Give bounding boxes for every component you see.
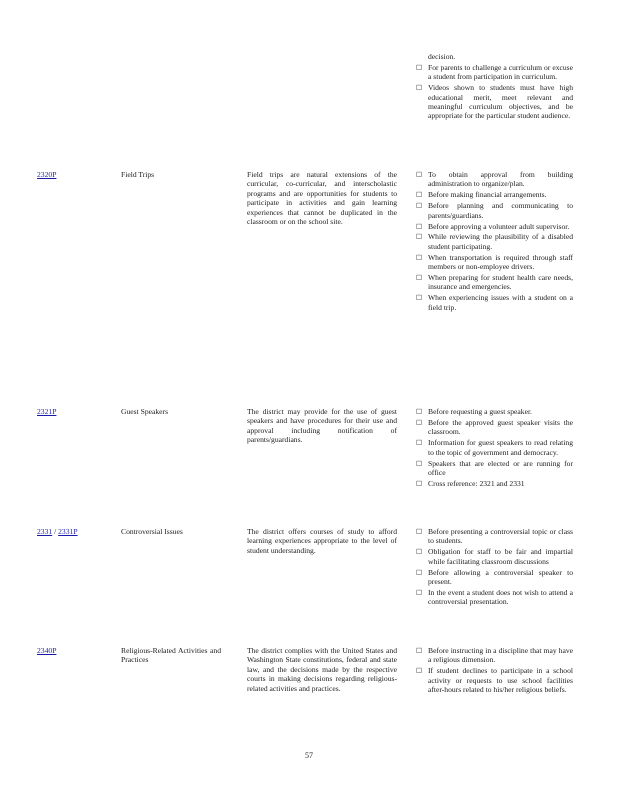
notes-cell (416, 170, 573, 314)
square-bullet-icon: □ (416, 201, 423, 210)
list-item: □ Before the approved guest speaker visits the classroom. (416, 417, 573, 437)
square-bullet-icon: □ (416, 666, 423, 675)
square-bullet-icon: □ (416, 417, 423, 426)
list-item: □ When preparing for student health care needs, insurance and emergencies. (416, 273, 573, 292)
square-bullet-icon: □ (416, 252, 423, 261)
square-bullet-icon: □ (416, 62, 423, 71)
carryover-continuation: decision. (428, 52, 456, 61)
policy-summary-cell: The district complies with the United States and Washington State constitutions, federal and state law, and the decisions made by the respective courts in making decisions regarding religious-related activities and practices. (247, 646, 397, 693)
policy-code-cell (37, 407, 112, 416)
list-item: □ Before requesting a guest speaker. (416, 407, 532, 416)
square-bullet-icon: □ (416, 190, 423, 199)
policy-summary-cell: The district offers courses of study to afford learning experiences appropriate to the level of student understanding. (247, 527, 397, 555)
square-bullet-icon: □ (416, 567, 423, 576)
topic-cell: Controversial Issues (121, 527, 183, 536)
policy-code-cell (37, 646, 112, 655)
square-bullet-icon: □ (416, 438, 423, 447)
policy-summary-cell: Field trips are natural extensions of the curricular, co-curricular, and interscholastic programs and are opportunities for students to participate in activities and gain learning experiences that cannot be duplicated in the classroom or on the school site. (247, 170, 397, 227)
policy-code-link[interactable]: 2320P (37, 170, 57, 179)
square-bullet-icon: □ (416, 527, 423, 535)
notes-cell (416, 407, 573, 490)
list-item: □ Before approving a volunteer adult supervisor. (416, 221, 570, 231)
square-bullet-icon: □ (416, 221, 423, 230)
notes-cell (416, 646, 573, 696)
square-bullet-icon: □ (416, 293, 423, 302)
policy-summary-cell: The district may provide for the use of guest speakers and have procedures for their use and approval including notification of parents/guardians. (247, 407, 397, 445)
list-item: □ When experiencing issues with a student on a field trip. (416, 293, 573, 312)
list-item: □ While reviewing the plausibility of a disabled student participating. (416, 232, 573, 251)
square-bullet-icon: □ (416, 547, 423, 556)
policy-code-link[interactable]: 2331P (58, 527, 78, 536)
list-item: □ Speakers that are elected or are running for office (416, 458, 573, 477)
list-item: □ If student declines to participate in a school activity or requests to use school facilities after-hours related to his/her religious beliefs. (416, 666, 573, 695)
policy-code-link[interactable]: 2321P (37, 407, 57, 416)
list-item: □ When transportation is required through staff members or non-employee drivers. (416, 252, 573, 272)
policy-code-link[interactable]: 2340P (37, 646, 57, 655)
topic-cell: Field Trips (121, 170, 155, 179)
notes-cell (416, 527, 573, 608)
policy-code-link[interactable]: 2331 (37, 527, 53, 536)
square-bullet-icon: □ (416, 646, 423, 654)
square-bullet-icon: □ (416, 478, 423, 487)
list-item: □ Information for guest speakers to read relating to the topic of government and democracy. (416, 438, 573, 457)
list-item: □ Obligation for staff to be fair and impartial while facilitating classroom discussions (416, 547, 573, 566)
square-bullet-icon: □ (416, 232, 423, 241)
list-item: □ Before planning and communicating to parents/guardians. (416, 201, 573, 220)
policy-code-cell (37, 527, 112, 536)
page-number: 57 (305, 751, 313, 760)
list-item: □ Videos shown to students must have high educational merit, meet relevant and meaningful curriculum objectives, and be appropriate for the particular student audience. (416, 83, 573, 121)
square-bullet-icon: □ (416, 407, 423, 415)
square-bullet-icon: □ (416, 458, 423, 467)
list-item: □ In the event a student does not wish to attend a controversial presentation. (416, 587, 573, 607)
topic-cell: Religious-Related Activities and Practices (121, 646, 221, 665)
list-item: □ Cross reference: 2321 and 2331 (416, 478, 525, 488)
list-item: □ Before presenting a controversial topic or class to students. (416, 527, 573, 546)
carryover-notes (416, 52, 573, 122)
list-item: □ To obtain approval from building administration to organize/plan. (416, 170, 573, 189)
list-item: □ Before making financial arrangements. (416, 190, 547, 200)
topic-cell: Guest Speakers (121, 407, 169, 416)
list-item: □ Before instructing in a discipline that may have a religious dimension. (416, 646, 573, 665)
code-separator: / (54, 527, 57, 536)
list-item: □ Before allowing a controversial speaker to present. (416, 567, 573, 587)
square-bullet-icon: □ (416, 273, 423, 282)
list-item: □ For parents to challenge a curriculum or excuse a student from participation in curriculum. (416, 62, 573, 82)
square-bullet-icon: □ (416, 587, 423, 596)
square-bullet-icon: □ (416, 83, 423, 92)
square-bullet-icon: □ (416, 170, 423, 178)
policy-code-cell (37, 170, 112, 179)
